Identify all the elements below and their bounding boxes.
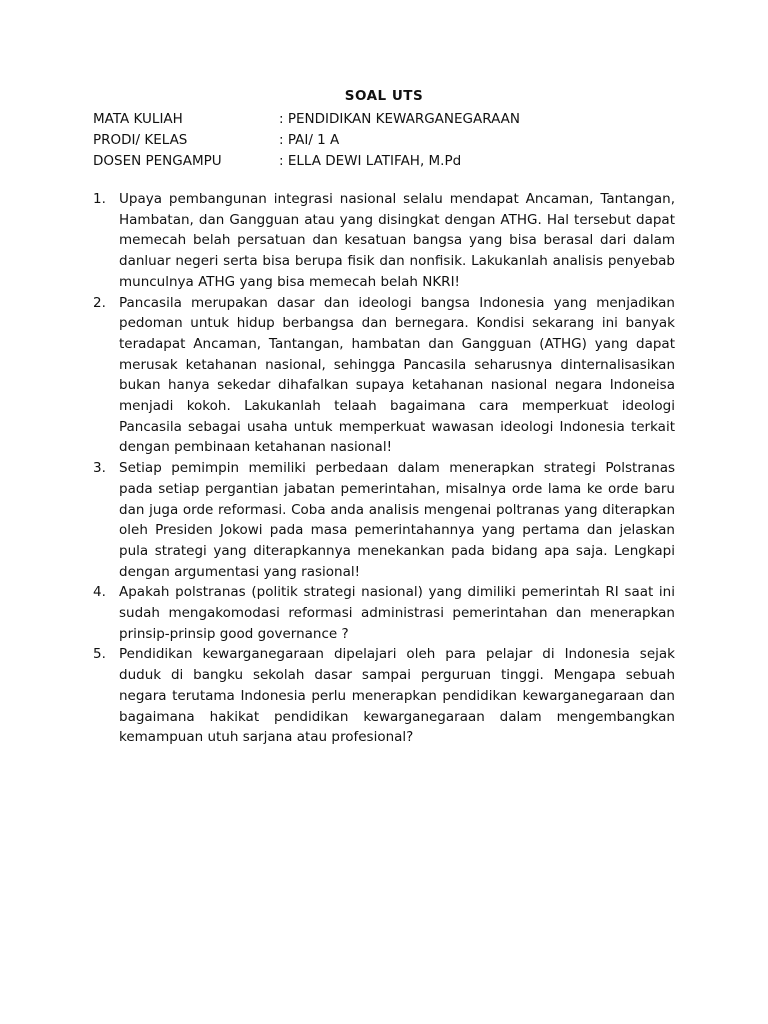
course-info-row-prodi-kelas	[93, 130, 520, 151]
question-number: 2.	[93, 294, 106, 311]
question-number: 1.	[93, 191, 106, 207]
question-item	[93, 189, 675, 293]
question-text: Setiap pemimpin memiliki perbedaan dalam menerapkan strategi Polstranas pada setiap pergantian jabatan pemerintahan, misalnya orde lama ke orde baru dan juga orde reformasi. Coba anda analisis mengenai poltranas yang diterapkan oleh Presiden Jokowi pada masa pemerintahannya yang pertama dan jelaskan pula strategi yang diterapkannya menekankan pada bidang apa saja. Lengkapi dengan argumentasi yang rasional!	[119, 460, 675, 580]
course-info-value: : ELLA DEWI LATIFAH, M.Pd	[279, 153, 462, 169]
page-title: SOAL UTS	[344, 88, 424, 104]
course-info-value: : PENDIDIKAN KEWARGANEGARAAN	[279, 111, 521, 127]
question-item	[93, 293, 675, 459]
course-info-label: PRODI/ KELAS	[93, 132, 188, 148]
question-text: Pendidikan kewarganegaraan dipelajari oleh para pelajar di Indonesia sejak duduk di bangku sekolah dasar sampai perguruan tinggi. Mengapa sebuah negara terutama Indonesia perlu menerapkan pendidikan kewarganegaraan dan bagaimana hakikat pendidikan kewarganegaraan dalam mengembangkan kemampuan utuh sarjana atau profesional?	[119, 646, 675, 746]
question-list	[93, 189, 675, 748]
course-info	[93, 109, 520, 172]
question-text: Apakah polstranas (politik strategi nasional) yang dimiliki pemerintah RI saat ini sudah mengakomodasi reformasi administrasi pemerintahan dan menerapkan prinsip-prinsip good governance ?	[119, 584, 675, 642]
question-item	[93, 644, 675, 748]
course-info-label: MATA KULIAH	[93, 111, 183, 127]
question-number: 3.	[93, 460, 106, 477]
question-text: Pancasila merupakan dasar dan ideologi bangsa Indonesia yang menjadikan pedoman untuk hidup berbangsa dan bernegara. Kondisi sekarang ini banyak teradapat Ancaman, Tantangan, hambatan dan Gangguan (ATHG) yang dapat merusak ketahanan nasional, sehingga Pancasila seharusnya dinternalisasikan bukan hanya sekedar dihafalkan supaya ketahanan nasional negara Indoneisa menjadi kokoh. Lakukanlah telaah bagaimana cara memperkuat ideologi Pancasila sebagai usaha untuk memperkuat wawasan ideologi Indonesia terkait dengan pembinaan ketahanan nasional!	[119, 294, 675, 456]
course-info-row-mata-kuliah	[93, 109, 520, 130]
course-info-row-dosen-pengampu	[93, 151, 520, 172]
question-item	[93, 458, 675, 582]
question-text: Upaya pembangunan integrasi nasional selalu mendapat Ancaman, Tantangan, Hambatan, dan Gangguan atau yang disingkat dengan ATHG. Hal tersebut dapat memecah belah persatuan dan kesatuan bangsa yang bisa berasal dari dalam danluar negeri serta bisa berupa fisik dan nonfisik. Lakukanlah analisis penyebab munculnya ATHG yang bisa memecah belah NKRI!	[119, 191, 675, 290]
course-info-label: DOSEN PENGAMPU	[93, 153, 222, 169]
course-info-value: : PAI/ 1 A	[279, 132, 340, 148]
question-number: 5.	[93, 646, 106, 663]
question-item	[93, 582, 675, 644]
question-number: 4.	[93, 584, 106, 601]
